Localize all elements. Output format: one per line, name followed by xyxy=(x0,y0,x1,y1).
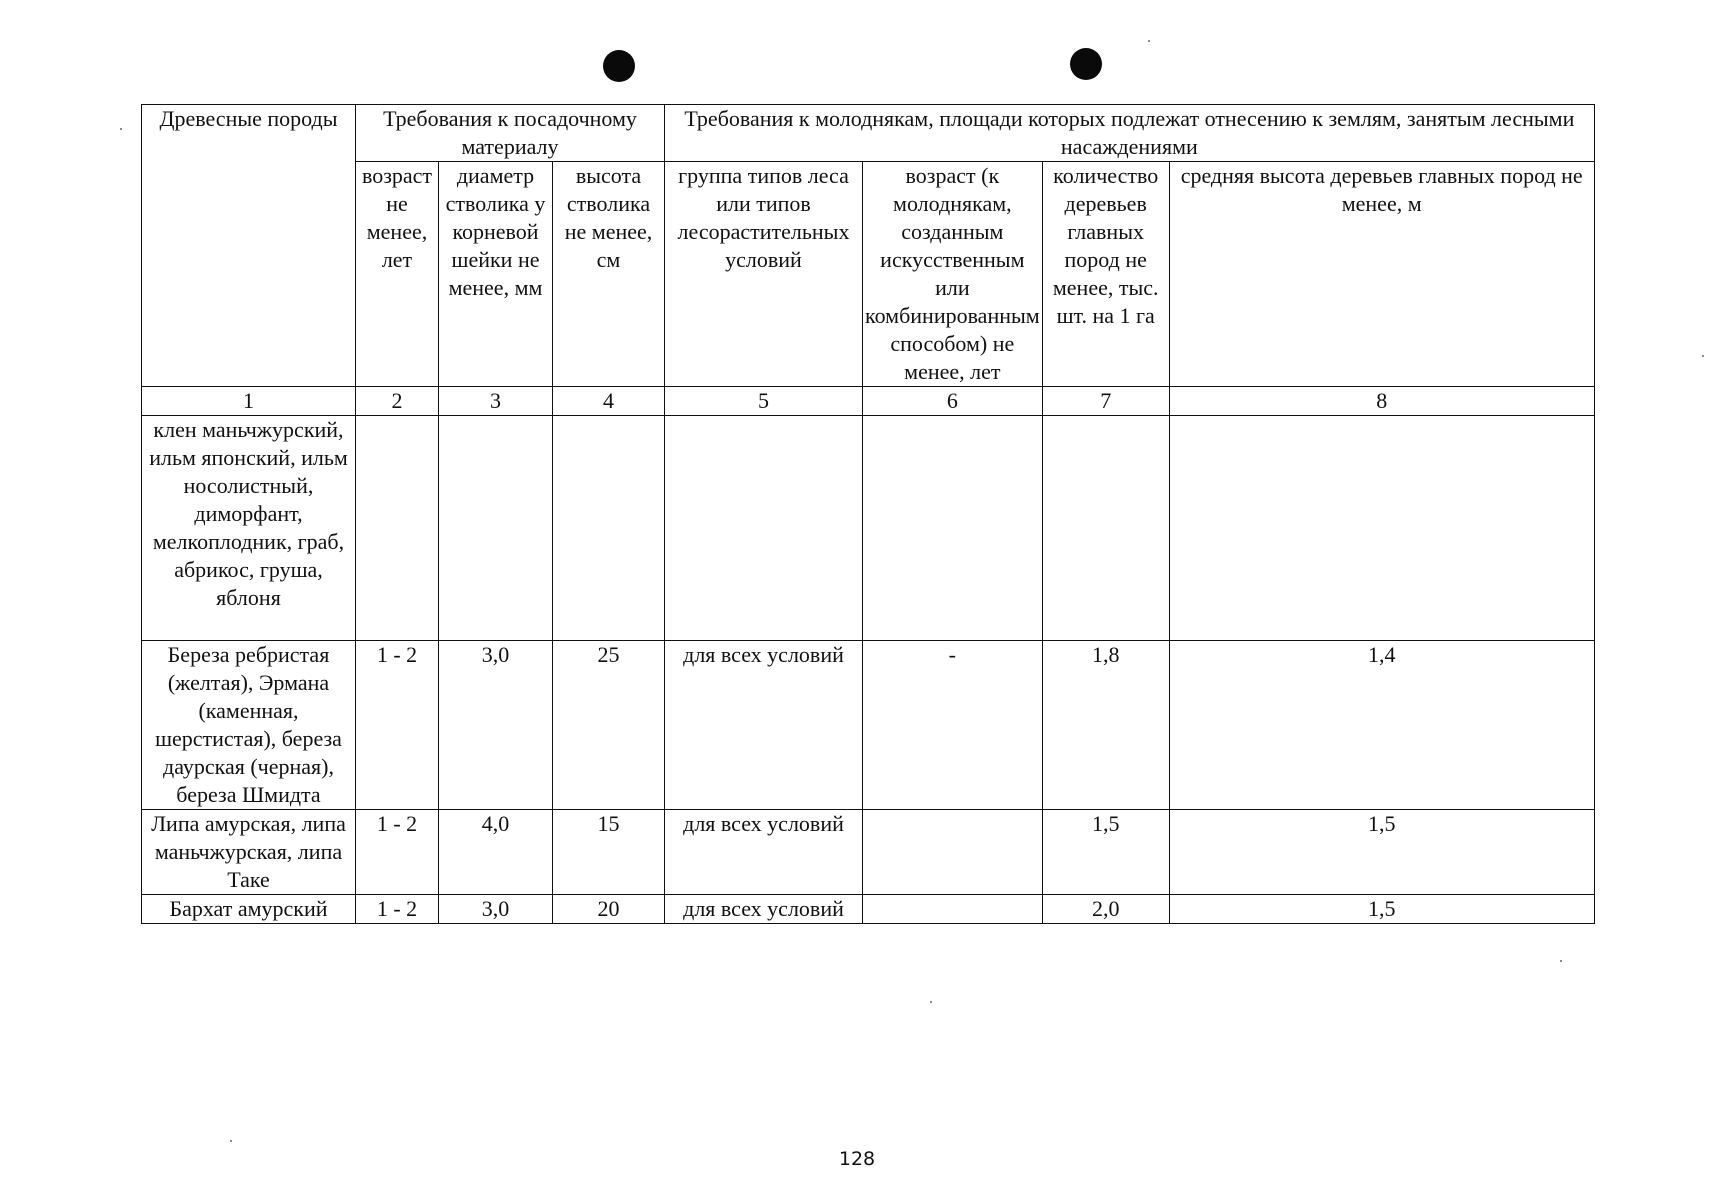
species-cell: клен маньчжурский, ильм японский, ильм носолистный, диморфант, мелкоплодник, граб, абрикос, груша, яблоня xyxy=(142,416,356,641)
data-cell: 25 xyxy=(553,641,665,810)
scan-speck xyxy=(120,128,122,130)
data-cell xyxy=(553,416,665,641)
header-species: Древесные породы xyxy=(142,105,356,387)
scan-speck xyxy=(1560,960,1562,962)
punch-hole-left xyxy=(603,50,635,82)
scan-speck xyxy=(230,1140,232,1142)
data-cell: 1,5 xyxy=(1169,895,1594,924)
data-cell: - xyxy=(863,641,1043,810)
scan-speck xyxy=(930,1001,932,1003)
data-cell: 2,0 xyxy=(1042,895,1169,924)
species-cell: Береза ребристая (желтая), Эрмана (каменная, шерстистая), береза даурская (черная), береза Шмидта xyxy=(142,641,356,810)
header-height: высота стволика не менее, см xyxy=(553,162,665,387)
data-cell: 15 xyxy=(553,810,665,895)
column-number: 4 xyxy=(553,387,665,416)
data-cell: 3,0 xyxy=(439,895,553,924)
data-cell xyxy=(1169,416,1594,641)
data-cell: 3,0 xyxy=(439,641,553,810)
table-row xyxy=(142,810,1595,895)
header-age: возраст не менее, лет xyxy=(356,162,439,387)
column-number: 3 xyxy=(439,387,553,416)
data-cell: 1,5 xyxy=(1169,810,1594,895)
data-cell xyxy=(863,416,1043,641)
data-cell: 20 xyxy=(553,895,665,924)
column-number: 5 xyxy=(665,387,863,416)
header-young-age: возраст (к молоднякам, созданным искусственным или комбинированным способом) не менее, лет xyxy=(863,162,1043,387)
header-row-2 xyxy=(142,162,1595,387)
data-cell: 4,0 xyxy=(439,810,553,895)
table-row xyxy=(142,416,1595,641)
header-tree-count: количество деревьев главных пород не менее, тыс. шт. на 1 га xyxy=(1042,162,1169,387)
column-numbers-row xyxy=(142,387,1595,416)
species-cell: Липа амурская, липа маньчжурская, липа Таке xyxy=(142,810,356,895)
column-number: 7 xyxy=(1042,387,1169,416)
header-avg-height: средняя высота деревьев главных пород не менее, м xyxy=(1169,162,1594,387)
data-cell: 1,8 xyxy=(1042,641,1169,810)
table-row xyxy=(142,895,1595,924)
column-number: 2 xyxy=(356,387,439,416)
data-cell: 1 - 2 xyxy=(356,641,439,810)
requirements-table xyxy=(141,104,1595,924)
scan-speck xyxy=(1148,40,1150,42)
table-row xyxy=(142,641,1595,810)
data-cell xyxy=(1042,416,1169,641)
data-cell: для всех условий xyxy=(665,895,863,924)
scan-speck xyxy=(1702,355,1704,357)
column-number: 8 xyxy=(1169,387,1594,416)
column-number: 6 xyxy=(863,387,1043,416)
data-cell: 1 - 2 xyxy=(356,810,439,895)
data-cell xyxy=(356,416,439,641)
header-planting-material: Требования к посадочному материалу xyxy=(356,105,665,162)
punch-hole-right xyxy=(1070,48,1102,80)
data-cell: для всех условий xyxy=(665,810,863,895)
species-cell: Бархат амурский xyxy=(142,895,356,924)
header-diameter: диаметр стволика у корневой шейки не менее, мм xyxy=(439,162,553,387)
page-number: 128 xyxy=(838,1148,876,1170)
column-number: 1 xyxy=(142,387,356,416)
header-row-1 xyxy=(142,105,1595,162)
header-young-stands: Требования к молоднякам, площади которых подлежат отнесению к землям, занятым лесными насаждениями xyxy=(665,105,1595,162)
data-cell: 1 - 2 xyxy=(356,895,439,924)
data-cell xyxy=(863,810,1043,895)
data-cell xyxy=(665,416,863,641)
data-cell: 1,4 xyxy=(1169,641,1594,810)
data-cell: для всех условий xyxy=(665,641,863,810)
data-cell xyxy=(439,416,553,641)
header-forest-type: группа типов леса или типов лесорастительных условий xyxy=(665,162,863,387)
data-cell: 1,5 xyxy=(1042,810,1169,895)
data-cell xyxy=(863,895,1043,924)
